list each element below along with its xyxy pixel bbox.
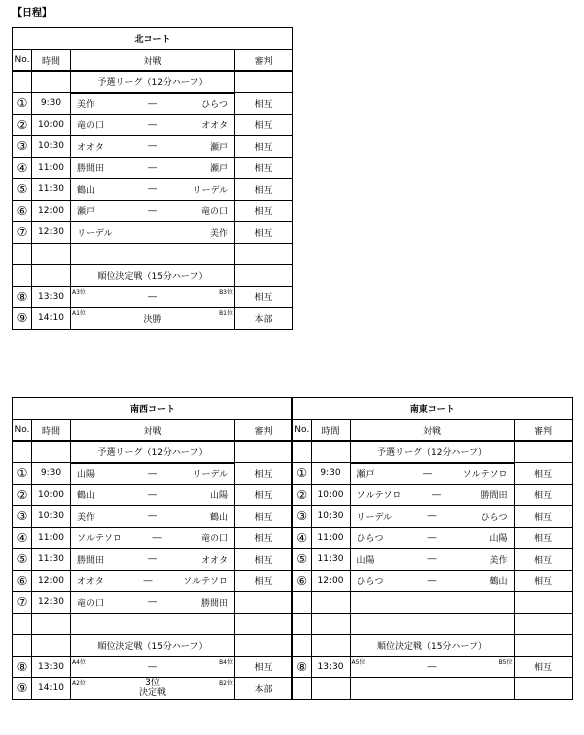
- ranking-label: 順位決定戦（15分ハーフ）: [71, 635, 235, 657]
- match-cell: [350, 506, 514, 528]
- referee: 相互: [235, 222, 293, 244]
- vs-dash: ―: [148, 119, 157, 130]
- match-cell: [71, 114, 235, 136]
- match-time: 12:00: [311, 570, 350, 592]
- court-title: 南東コート: [292, 398, 572, 420]
- seed-right: B3位: [219, 288, 233, 296]
- match-no: ①: [13, 93, 32, 115]
- home-team: 鶴山: [77, 185, 96, 196]
- home-team: ひらつ: [356, 534, 384, 545]
- table-row: [13, 592, 293, 614]
- match-time: 12:00: [32, 200, 71, 222]
- table-row: [292, 506, 572, 528]
- away-team: 美作: [209, 228, 228, 239]
- col-match: 対戦: [350, 420, 514, 442]
- table-row: [13, 136, 293, 158]
- court-title: 南西コート: [13, 398, 293, 420]
- vs-dash: ―: [148, 511, 157, 522]
- away-team: 鶴山: [209, 512, 228, 523]
- match-no: ⑦: [13, 222, 32, 244]
- away-team: ソルテソロ: [183, 577, 228, 588]
- match-no: ⑥: [292, 570, 311, 592]
- vs-dash: ―: [427, 511, 437, 522]
- match-time: 10:00: [32, 114, 71, 136]
- home-team: 鶴山: [77, 491, 96, 502]
- match-time: 14:10: [32, 678, 71, 700]
- col-no: No.: [13, 420, 32, 442]
- match-time: 13:30: [32, 286, 71, 308]
- table-row: [13, 93, 293, 115]
- vs-dash: ―: [148, 597, 157, 608]
- referee: 相互: [514, 484, 572, 506]
- north-court-table: [12, 27, 293, 330]
- third-place-label: 3位: [145, 678, 160, 689]
- prelim-label: 予選リーグ（12分ハーフ）: [350, 441, 514, 463]
- away-team: ソルテソロ: [462, 470, 508, 480]
- vs-dash: ―: [148, 98, 157, 109]
- empty-row: [13, 613, 293, 635]
- match-no: ②: [13, 484, 32, 506]
- col-ref: 審判: [235, 50, 293, 72]
- match-time: 11:00: [32, 527, 71, 549]
- table-row: [13, 286, 293, 308]
- match-time: 11:30: [311, 549, 350, 571]
- match-no: ③: [13, 506, 32, 528]
- away-team: 勝間田: [200, 598, 228, 609]
- home-team: オオタ: [77, 142, 104, 153]
- match-cell: [350, 484, 514, 506]
- match-cell: [71, 484, 235, 506]
- referee: 相互: [235, 179, 293, 201]
- col-time: 時間: [32, 50, 71, 72]
- vs-dash: ―: [427, 532, 437, 543]
- page-header: 【日程】: [12, 8, 52, 19]
- referee: 相互: [514, 570, 572, 592]
- table-row: [292, 656, 572, 678]
- referee: 相互: [514, 549, 572, 571]
- match-cell: [71, 136, 235, 158]
- away-team: 竜の口: [200, 534, 228, 545]
- match-time: 14:10: [32, 308, 71, 330]
- vs-dash: ―: [148, 489, 157, 500]
- referee: 相互: [235, 549, 293, 571]
- referee: 相互: [235, 286, 293, 308]
- home-team: 瀬戸: [77, 207, 96, 218]
- referee: 相互: [235, 484, 293, 506]
- referee: 相互: [235, 93, 293, 115]
- vs-dash: ―: [148, 468, 157, 479]
- home-team: リーデル: [356, 512, 393, 523]
- match-no: ⑥: [13, 200, 32, 222]
- seed-right: B4位: [219, 658, 233, 666]
- vs-dash: ―: [427, 575, 437, 586]
- vs-dash: ―: [427, 554, 437, 565]
- table-row: [13, 114, 293, 136]
- table-row: [13, 549, 293, 571]
- match-no: ⑧: [13, 656, 32, 678]
- referee: 相互: [235, 656, 293, 678]
- away-team: 瀬戸: [209, 142, 228, 153]
- home-team: ひらつ: [356, 577, 384, 588]
- empty-row: [292, 592, 572, 614]
- col-match: 対戦: [71, 50, 235, 72]
- col-time: 時間: [311, 420, 350, 442]
- match-cell: [71, 157, 235, 179]
- match-no: ⑤: [13, 179, 32, 201]
- ranking-label: 順位決定戦（15分ハーフ）: [350, 635, 514, 657]
- ranking-label: 順位決定戦（15分ハーフ）: [71, 265, 235, 287]
- referee: 相互: [235, 570, 293, 592]
- match-cell: [350, 463, 514, 485]
- match-time: 10:00: [32, 484, 71, 506]
- seed-right: B2位: [219, 680, 233, 687]
- col-no: No.: [13, 50, 32, 72]
- match-no: ①: [292, 463, 311, 485]
- match-no: ④: [292, 527, 311, 549]
- empty-row: [292, 613, 572, 635]
- away-team: 鶴山: [489, 577, 508, 588]
- table-row: [13, 570, 293, 592]
- table-row: [292, 463, 572, 485]
- col-ref: 審判: [235, 420, 293, 442]
- table-row: [13, 200, 293, 222]
- match-no: ⑧: [292, 656, 311, 678]
- match-cell: [350, 527, 514, 549]
- away-team: 山陽: [209, 491, 228, 502]
- referee: 相互: [235, 157, 293, 179]
- match-cell: [71, 592, 235, 614]
- southwest-court-table: [12, 397, 293, 700]
- away-team: 勝間田: [480, 491, 508, 502]
- away-team: 竜の口: [200, 207, 228, 218]
- vs-dash: ―: [143, 575, 153, 586]
- seed-left: A1位: [72, 310, 86, 317]
- match-cell: [71, 527, 235, 549]
- match-no: ①: [13, 463, 32, 485]
- away-team: 瀬戸: [209, 164, 228, 175]
- table-row: [13, 222, 293, 244]
- col-no: No.: [292, 420, 311, 442]
- away-team: 山陽: [489, 534, 508, 545]
- table-row: [13, 463, 293, 485]
- third-place-label-2: 決定戦: [138, 688, 166, 699]
- match-time: 10:00: [311, 484, 350, 506]
- match-no: ③: [292, 506, 311, 528]
- match-no: ⑦: [13, 592, 32, 614]
- seed-right: B1位: [219, 310, 233, 317]
- away-team: ひらつ: [201, 100, 228, 110]
- match-cell: [71, 463, 235, 485]
- table-row: [292, 570, 572, 592]
- match-cell: [71, 549, 235, 571]
- match-cell: [350, 549, 514, 571]
- table-row: [292, 549, 572, 571]
- table-row: [13, 484, 293, 506]
- match-time: 13:30: [32, 656, 71, 678]
- home-team: 勝間田: [77, 555, 105, 566]
- match-cell: [71, 200, 235, 222]
- court-title: 北コート: [13, 28, 293, 50]
- table-row: [13, 157, 293, 179]
- referee: 本部: [235, 308, 293, 330]
- match-time: 11:00: [311, 527, 350, 549]
- match-no: ⑨: [13, 678, 32, 700]
- match-cell: [71, 678, 235, 700]
- match-no: ⑧: [13, 286, 32, 308]
- seed-left: A4位: [72, 658, 86, 666]
- home-team: リーデル: [77, 228, 113, 239]
- home-team: 瀬戸: [356, 470, 375, 480]
- col-match: 対戦: [71, 420, 235, 442]
- col-time: 時間: [32, 420, 71, 442]
- match-time: 12:30: [32, 222, 71, 244]
- vs-dash: ―: [148, 205, 157, 216]
- match-cell: [71, 656, 235, 678]
- referee: 相互: [514, 506, 572, 528]
- away-team: オオタ: [201, 121, 228, 132]
- match-no: ⑥: [13, 570, 32, 592]
- referee: 相互: [235, 114, 293, 136]
- match-cell: [71, 179, 235, 201]
- vs-dash: ―: [148, 162, 157, 173]
- referee: 相互: [235, 136, 293, 158]
- match-no: ⑤: [292, 549, 311, 571]
- seed-left: A3位: [72, 288, 86, 296]
- match-time: 11:00: [32, 157, 71, 179]
- match-time: 10:30: [32, 506, 71, 528]
- home-team: 竜の口: [77, 598, 105, 609]
- match-time: 13:30: [311, 656, 350, 678]
- seed-right: B5位: [498, 658, 513, 666]
- match-time: 9:30: [32, 463, 71, 485]
- prelim-label: 予選リーグ（12分ハーフ）: [71, 441, 235, 463]
- referee: 相互: [235, 463, 293, 485]
- away-team: リーデル: [192, 470, 228, 480]
- match-time: 12:00: [32, 570, 71, 592]
- match-no: ⑤: [13, 549, 32, 571]
- table-row: [13, 678, 293, 700]
- referee: 相互: [235, 527, 293, 549]
- home-team: 竜の口: [77, 121, 105, 132]
- prelim-label: 予選リーグ（12分ハーフ）: [71, 71, 235, 93]
- vs-dash: ―: [148, 184, 157, 195]
- match-no: ②: [292, 484, 311, 506]
- away-team: リーデル: [192, 185, 228, 196]
- match-cell: [71, 222, 235, 244]
- table-row: [13, 506, 293, 528]
- home-team: 美作: [77, 512, 96, 523]
- empty-row: [292, 678, 572, 700]
- away-team: ひらつ: [480, 512, 508, 523]
- vs-dash: ―: [148, 554, 157, 565]
- match-no: ⑨: [13, 308, 32, 330]
- referee: 相互: [514, 656, 572, 678]
- vs-dash: ―: [431, 489, 441, 500]
- home-team: ソルテソロ: [77, 534, 122, 545]
- table-row: [292, 484, 572, 506]
- match-no: ②: [13, 114, 32, 136]
- seed-left: A5位: [351, 658, 366, 666]
- vs-dash: ―: [427, 661, 437, 672]
- home-team: オオタ: [77, 577, 104, 588]
- table-row: [292, 527, 572, 549]
- match-time: 9:30: [32, 93, 71, 115]
- vs-dash: ―: [148, 141, 157, 152]
- match-cell: [71, 308, 235, 330]
- away-team: オオタ: [201, 555, 228, 566]
- match-time: 10:30: [32, 136, 71, 158]
- match-cell: [350, 570, 514, 592]
- home-team: 勝間田: [77, 164, 105, 175]
- vs-dash: ―: [148, 661, 157, 672]
- table-row: [13, 179, 293, 201]
- table-row: [13, 308, 293, 330]
- vs-dash: ―: [152, 532, 162, 543]
- match-no: ④: [13, 527, 32, 549]
- referee: 相互: [514, 463, 572, 485]
- match-cell: [350, 656, 514, 678]
- match-no: ④: [13, 157, 32, 179]
- match-time: 10:30: [311, 506, 350, 528]
- final-label: 決勝: [143, 314, 162, 325]
- home-team: 山陽: [77, 470, 96, 480]
- home-team: ソルテソロ: [356, 491, 402, 502]
- away-team: 美作: [489, 555, 508, 566]
- southeast-court-table: [291, 397, 573, 700]
- match-time: 11:30: [32, 179, 71, 201]
- match-time: 11:30: [32, 549, 71, 571]
- match-cell: [71, 93, 235, 115]
- referee: 本部: [235, 678, 293, 700]
- match-time: 9:30: [311, 463, 350, 485]
- table-row: [13, 527, 293, 549]
- empty-row: [13, 243, 293, 265]
- referee: [235, 592, 293, 614]
- match-cell: [71, 570, 235, 592]
- match-no: ③: [13, 136, 32, 158]
- referee: 相互: [235, 200, 293, 222]
- referee: 相互: [235, 506, 293, 528]
- home-team: 美作: [77, 100, 96, 110]
- home-team: 山陽: [356, 555, 375, 566]
- referee: 相互: [514, 527, 572, 549]
- vs-dash: ―: [148, 291, 157, 302]
- seed-left: A2位: [72, 680, 86, 687]
- col-ref: 審判: [514, 420, 572, 442]
- match-cell: [71, 286, 235, 308]
- vs-dash: ―: [423, 468, 433, 479]
- match-time: 12:30: [32, 592, 71, 614]
- table-row: [13, 656, 293, 678]
- match-cell: [71, 506, 235, 528]
